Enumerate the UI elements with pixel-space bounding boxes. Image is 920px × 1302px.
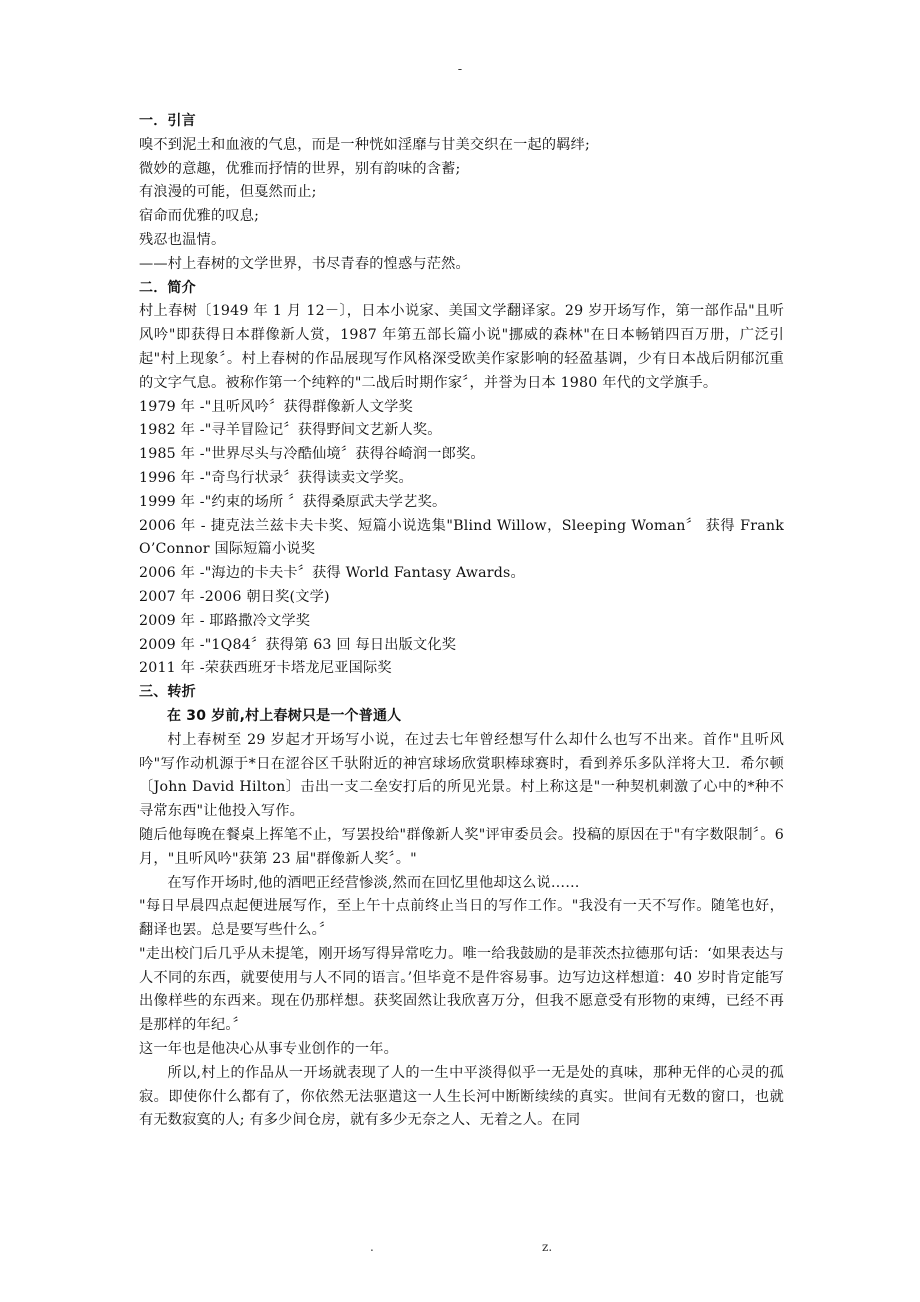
intro-line: 宿命而优雅的叹息; — [139, 208, 260, 225]
intro-line: 残忍也温情。 — [139, 231, 226, 248]
award-item: 2007 年 -2006 朝日奖(文学) — [139, 588, 330, 605]
intro-line: 嗅不到泥土和血液的气息，而是一种恍如淫靡与甘美交织在一起的羁绊; — [139, 136, 590, 153]
quote-paragraph: "走出校门后几乎从未提笔，刚开场写得异常吃力。唯一给我鼓励的是菲茨杰拉德那句话：‘如果表达与人不同的东西，就要使用与人不同的语言。’但毕竟不是件容易事。边写边这样想道：40 岁时肯定能写出像样些的东西来。现在仍那样想。获奖固然让我欣喜万分，但我不愿意受有形物的束缚，已经不再是那样的年纪。〞 — [139, 945, 784, 1034]
footer-right-mark: z. — [542, 1240, 553, 1254]
body-paragraph: 随后他每晚在餐桌上挥笔不止，写罢投给"群像新人奖"评审委员会。投稿的原因在于"有字数限制〞。6 月，"且听风吟"获第 23 届"群像新人奖〞。" — [139, 826, 784, 867]
award-item: 2009 年 - 耶路撒冷文学奖 — [139, 612, 311, 629]
section-heading-bio: 二．简介 — [139, 279, 196, 296]
body-paragraph: 在写作开场时,他的酒吧正经营惨淡,然而在回忆里他却这么说…… — [167, 874, 580, 891]
footer-left-mark: . — [370, 1240, 374, 1254]
intro-line: 有浪漫的可能，但戛然而止; — [139, 184, 317, 201]
intro-line: 微妙的意趣，优雅而抒情的世界，别有韵味的含蓄; — [139, 160, 461, 177]
award-item: 2009 年 -"1Q84〞获得第 63 回 每日出版文化奖 — [139, 636, 457, 653]
section-heading-intro: 一．引言 — [139, 113, 196, 129]
award-item: 1985 年 -"世界尽头与冷酷仙境〞获得谷崎润一郎奖。 — [139, 446, 485, 463]
award-item: 1999 年 -"约束的场所 〞获得桑原武夫学艺奖。 — [139, 493, 447, 510]
page-header-mark: - — [457, 62, 463, 77]
award-item: 1979 年 -"且听风吟〞获得群像新人文学奖 — [139, 398, 413, 415]
award-item: 2006 年 - 捷克法兰兹卡夫卡奖、短篇小说选集"Blind Willow，Sleeping Woman〞 获得 Frank O’Connor 国际短篇小说奖 — [139, 517, 784, 558]
quote-paragraph: "每日早晨四点起便进展写作，至上午十点前终止当日的写作工作。"我没有一天不写作。随笔也好，翻译也罢。总是要写些什么。〞 — [139, 898, 784, 939]
body-paragraph: 村上春树至 29 岁起才开场写小说，在过去七年曾经想写什么却什么也写不出来。首作"且听风吟"写作动机源于*日在涩谷区千驮附近的神宫球场欣赏职棒球赛时，看到养乐多队洋将大卫．希尔顿〔John David Hilton〕击出一支二垒安打后的所见光景。村上称这是"一种契机刺激了心中的*种不寻常东西"让他投入写作。 — [139, 731, 784, 820]
body-paragraph: 这一年也是他决心从事专业创作的一年。 — [139, 1041, 398, 1058]
bio-paragraph: 村上春树〔1949 年 1 月 12－〕，日本小说家、美国文学翻译家。29 岁开场写作，第一部作品"且听风吟"即获得日本群像新人赏，1987 年第五部长篇小说"挪威的森林"在日本畅销四百万册，广泛引起"村上现象〞。村上春树的作品展现写作风格深受欧美作家影响的轻盈基调，少有日本战后阴郁沉重的文字气息。被称作第一个纯粹的"二战后时期作家〞，并誉为日本 1980 年代的文学旗手。 — [139, 303, 784, 391]
section-heading-turning: 三、转折 — [139, 684, 196, 701]
award-item: 1996 年 -"奇鸟行状录〞获得读卖文学奖。 — [139, 469, 413, 486]
body-paragraph: 所以,村上的作品从一开场就表现了人的一生中平淡得似乎一无是处的真味，那种无伴的心灵的孤寂。即使你什么都有了，你依然无法驱遣这一人生长河中断断续续的真实。世间有无数的窗口，也就有无数寂寞的人; 有多少间仓房，就有多少无奈之人、无着之人。在同 — [139, 1064, 784, 1129]
award-item: 2006 年 -"海边的卡夫卡〞获得 World Fantasy Awards。 — [139, 565, 525, 582]
award-item: 2011 年 -荣获西班牙卡塔龙尼亚国际奖 — [139, 660, 392, 677]
subheading: 在 30 岁前,村上春树只是一个普通人 — [167, 707, 402, 724]
document-body — [139, 110, 784, 1133]
award-item: 1982 年 -"寻羊冒险记〞获得野间文艺新人奖。 — [139, 422, 442, 439]
intro-line: ——村上春树的文学世界，书尽青春的惶惑与茫然。 — [139, 255, 470, 272]
